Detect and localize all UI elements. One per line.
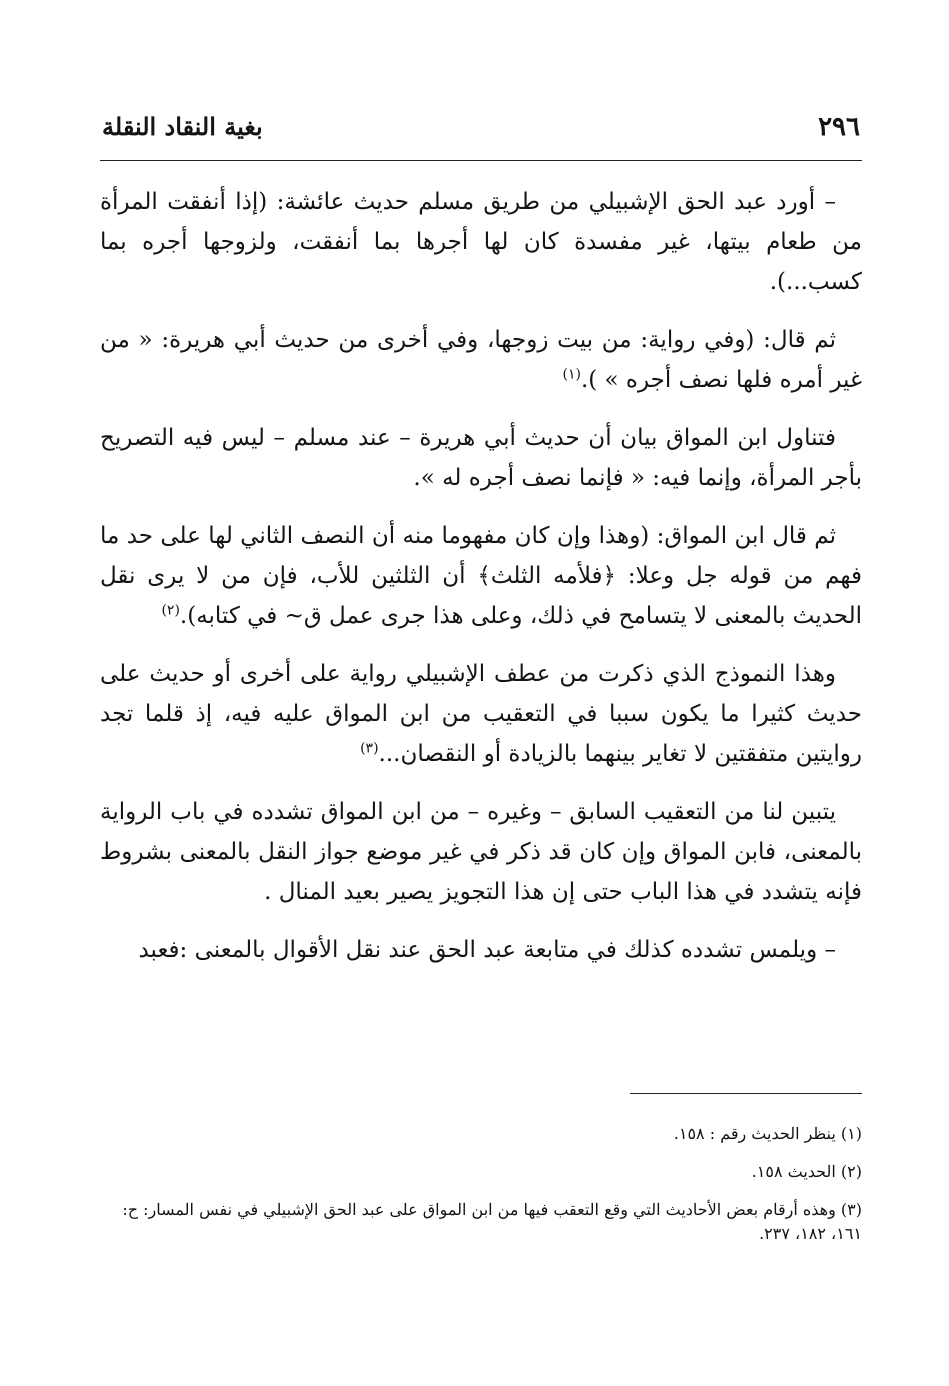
paragraph-6 <box>100 792 862 912</box>
page-number: ٢٩٦ <box>818 112 860 142</box>
footnote-ref-2: (٢) <box>161 602 180 619</box>
paragraph-4 <box>100 516 862 636</box>
running-title: بغية النقاد النقلة <box>102 112 263 141</box>
running-header <box>100 112 862 152</box>
paragraph-text: – أورد عبد الحق الإشبيلي من طريق مسلم حديث عائشة: (إذا أنفقت المرأة من طعام بيتها، غير مفسدة كان لها أجرها بما أنفقت، ولزوجها أجره بما كسب...). <box>100 189 862 295</box>
paragraph-text: يتبين لنا من التعقيب السابق – وغيره – من ابن المواق تشدده في باب الرواية بالمعنى، فابن المواق وإن كان قد ذكر في غير موضع جواز النقل بالمعنى بشروط فإنه يتشدد في هذا الباب حتى إن هذا التجويز يصير بعيد المنال . <box>100 799 862 905</box>
paragraph-text: ثم قال ابن المواق: (وهذا وإن كان مفهوما منه أن النصف الثاني لها على حد ما فهم من قوله جل وعلا: ﴿فلأمه الثلث﴾ أن الثلثين للأب، فإن من لا يرى نقل الحديث بالمعنى لا يتسامح في ذلك، وعلى هذا جرى عمل ق~ في كتابه). <box>100 523 862 629</box>
footnote-ref-1: (١) <box>562 366 581 383</box>
header-rule <box>100 160 862 161</box>
paragraph-text: فتناول ابن المواق بيان أن حديث أبي هريرة – عند مسلم – ليس فيه التصريح بأجر المرأة، وإنما فيه: « فإنما نصف أجره له ». <box>100 425 862 491</box>
paragraph-3 <box>100 418 862 498</box>
footnote-1: (١) ينظر الحديث رقم : ١٥٨. <box>673 1124 862 1143</box>
paragraph-text: – ويلمس تشدده كذلك في متابعة عبد الحق عند نقل الأقوال بالمعنى :فعبد <box>138 937 836 963</box>
paragraph-2 <box>100 320 862 400</box>
paragraph-1 <box>100 182 862 302</box>
book-page <box>100 100 862 1300</box>
footnotes <box>100 1122 862 1260</box>
footnote-separator <box>630 1093 862 1094</box>
paragraph-text: وهذا النموذج الذي ذكرت من عطف الإشبيلي رواية على أخرى أو حديث على حديث كثيرا ما يكون سببا في التعقيب من ابن المواق عليه فيه، إذ قلما تجد روايتين متفقتين لا تغاير بينهما بالزيادة أو النقصان... <box>100 661 862 767</box>
paragraph-5 <box>100 654 862 774</box>
paragraph-7 <box>100 930 862 970</box>
paragraph-text: ثم قال: (وفي رواية: من بيت زوجها، وفي أخرى من حديث أبي هريرة: « من غير أمره فلها نصف أجره » ). <box>100 327 862 393</box>
body-text <box>100 182 862 988</box>
footnote-2: (٢) الحديث ١٥٨. <box>751 1162 862 1181</box>
footnote-3: (٣) وهذه أرقام بعض الأحاديث التي وقع التعقب فيها من ابن المواق على عبد الحق الإشبيلي في نفس المسار: ح: ١٦١، ١٨٢، ٢٣٧. <box>122 1200 862 1243</box>
footnote-ref-3: (٣) <box>360 740 379 757</box>
